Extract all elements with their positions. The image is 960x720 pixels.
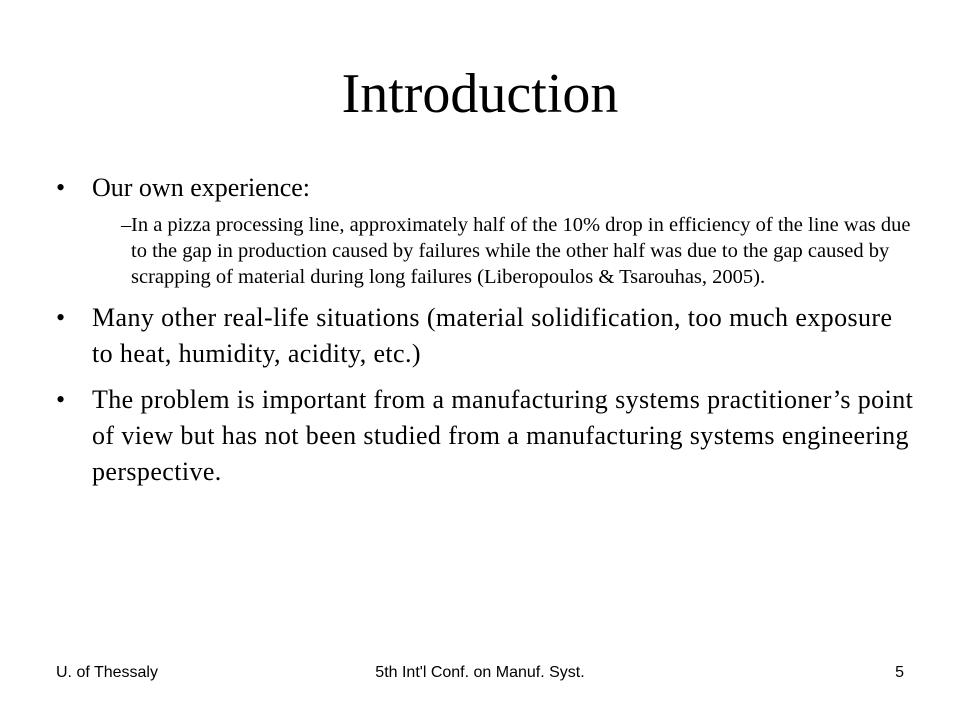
slide-body [56, 170, 916, 490]
bullet-text: Many other real-life situations (material solidification, too much exposure to heat, humidity, acidity, etc.) [92, 303, 893, 368]
sub-bullet-item [56, 212, 916, 290]
slide-title: Introduction [341, 63, 619, 125]
bullet-marker: • [56, 303, 66, 332]
footer-institution: U. of Thessaly [56, 664, 158, 681]
bullet-item [56, 300, 916, 372]
bullet-item [56, 382, 916, 490]
bullet-text: Our own experience: [92, 173, 311, 202]
bullet-item [56, 170, 916, 206]
bullet-text: The problem is important from a manufacturing systems practitioner’s point of view but has not been studied from a manufacturing systems engineering perspective. [92, 385, 914, 486]
sub-bullet-marker: – [121, 214, 132, 236]
footer-page-number: 5 [895, 664, 904, 681]
bullet-marker: • [56, 173, 66, 202]
bullet-marker: • [56, 385, 66, 414]
sub-bullet-text: In a pizza processing line, approximately half of the 10% drop in efficiency of the line was due to the gap in production caused by failures while the other half was due to the gap caused by scrapping of material during long failures (Liberopoulos & Tsarouhas, 2005). [131, 214, 911, 288]
footer-conference: 5th Int'l Conf. on Manuf. Syst. [375, 664, 585, 681]
